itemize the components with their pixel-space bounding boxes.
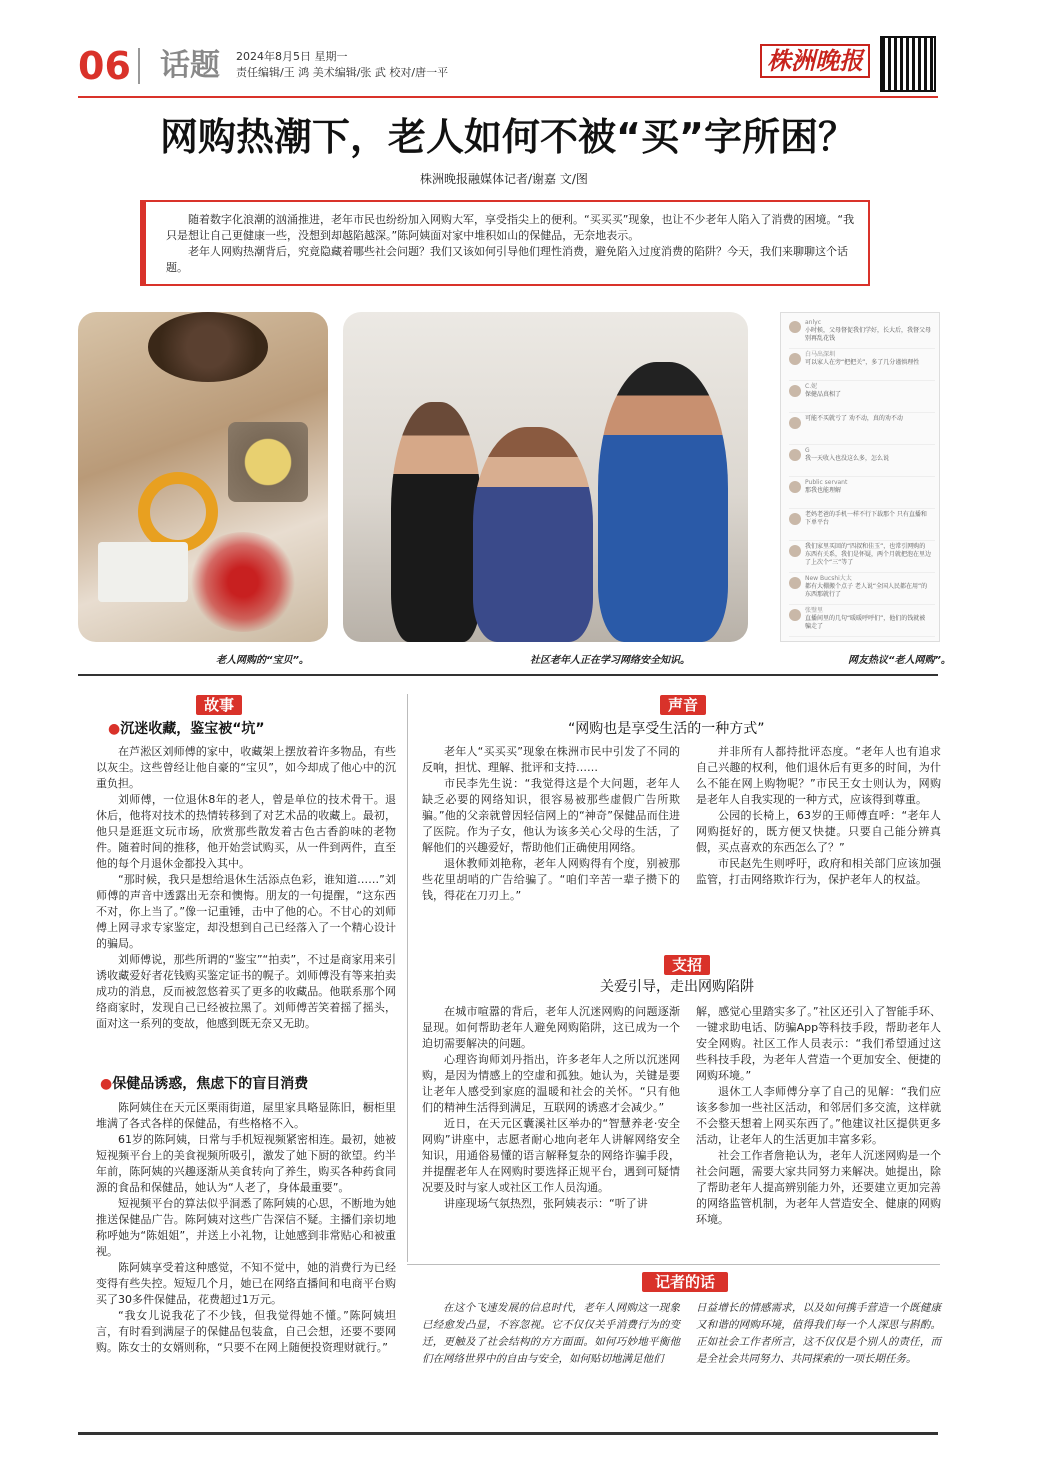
comment-body: 我们家里买回的“四叔和佳玉”，也常引网购的东西有关系，我们是怀疑，两个月就把泡在里边了上次个“三”等了 — [805, 543, 932, 566]
paragraph: 退休教师刘艳称，老年人网购得有个度，别被那些花里胡哨的广告给骗了。“咱们辛苦一辈子攒下的钱，得花在刀刃上。” — [422, 857, 680, 902]
reporter-col-1: 在这个飞速发展的信息时代，老年人网购这一现象已经愈发凸显，不容忽视。它不仅仅关乎消费行为的变迁，更触及了社会结构的方方面面。如何巧妙地平衡他们在网络世界中的自由与安全，如何贴切地满足他们 — [422, 1302, 680, 1365]
paragraph: 刘师傅，一位退休8年的老人，曾是单位的技术骨干。退休后，他将对技术的热情转移到了对艺术品的收藏上。最初，他只是逛逛文玩市场，欣赏那些散发着古色古香韵味的老物件。随着时间的推移，他开始尝试购买，从一件到两件，直至他的每个月退休金都投入其中。 — [96, 793, 396, 870]
avatar — [789, 545, 801, 557]
avatar — [789, 417, 801, 429]
page-number: 06 — [78, 44, 131, 88]
qr-code-icon — [880, 36, 936, 92]
paragraph: 刘师傅说，那些所谓的“鉴宝”“拍卖”，不过是商家用来引诱收藏爱好者花钱购买鉴定证书的幌子。刘师傅没有等来拍卖成功的消息，反而被忽悠着买了更多的收藏品。他联系那个网络商家时，发现自己已经被拉黑了。刘师傅苦笑着摇了摇头，面对这一系列的变故，他感到既无奈又无助。 — [96, 953, 396, 1030]
reporter-col-2: 日益增长的情感需求，以及如何携手营造一个既健康又和谐的网购环境，值得我们每一个人深思与斟酌。正如社会工作者所言，这不仅仅是个别人的责任，而是全社会共同努力、共同探索的一项长期任务。 — [696, 1302, 941, 1365]
intro-text — [166, 212, 856, 276]
comment-body: 小时候，父母督促我们学好，长大后，我督父母别再乱花钱 — [805, 327, 932, 342]
comment-body: 保健品真相了 — [805, 391, 842, 398]
story-subhead-2: ●保健品诱惑，焦虑下的盲目消费 — [100, 1076, 309, 1092]
comment-body: 都有大棚搬个点子 老人说“全国人民都在用”的东西那就行了 — [805, 583, 928, 598]
paragraph: 近日，在天元区囊溪社区举办的“智慧养老·安全网购”讲座中，志愿者耐心地向老年人讲解网络安全知识，用通俗易懂的语言解释复杂的网络诈骗手段，并提醒老年人在网购时要选择正规平台，遇到可疑情况要及时与家人或社区工作人员沟通。 — [422, 1117, 680, 1194]
paragraph: 公园的长椅上，63岁的王师傅直呼：“老年人网购挺好的，既方便又快捷。只要自己能分辨真假，买点喜欢的东西怎么了？” — [696, 809, 941, 854]
comment-user: New Bucshi大太 — [805, 575, 852, 582]
paragraph: 社会工作者詹艳认为，老年人沉迷网购是一个社会问题，需要大家共同努力来解决。她提出，除了帮助老年人提高辨别能力外，还要建立更加完善的网络监管机制，为老年人营造安全、健康的网购环境。 — [696, 1149, 941, 1226]
paragraph: “我女儿说我花了不少钱，但我觉得她不懂。”陈阿姨坦言，有时看到满屋子的保健品包装盒，自己会想，还要不要网购。陈女士的女婿则称，“只要不在网上随便投资理财就行。” — [96, 1309, 396, 1354]
paragraph: 61岁的陈阿姨，日常与手机短视频紧密相连。最初，她被短视频平台上的美食视频所吸引，激发了她下厨的欲望。约半年前，陈阿姨的兴趣逐渐从美食转向了养生，购买各种药食同源的食品和保健品，她认为“人老了，身体最重要”。 — [96, 1133, 396, 1194]
comment-user: Public servant — [805, 479, 848, 486]
comment-screenshot — [780, 312, 940, 642]
header-rule — [78, 96, 938, 98]
avatar — [789, 609, 801, 621]
section-title: 话题 — [160, 48, 220, 83]
avatar — [789, 449, 801, 461]
paragraph: 老年人“买买买”现象在株洲市民中引发了不同的反响，担忧、理解、批评和支持…… — [422, 745, 680, 774]
paragraph: 解，感觉心里踏实多了。”社区还引入了智能手环、一键求助电话、防骗App等科技手段，帮助老年人安全网购。社区工作人员表示：“我们希望通过这些科技手段，为老年人营造一个更加安全、便捷的网购环境。” — [696, 1005, 941, 1082]
comment-item — [789, 383, 935, 413]
avatar — [789, 577, 801, 589]
comment-user: G — [805, 447, 810, 454]
paragraph: 并非所有人都持批评态度。“老年人也有追求自己兴趣的权利，他们退休后有更多的时间，为什么不能在网上购物呢？”市民王女士则认为，网购是老年人自我实现的一种方式，应该得到尊重。 — [696, 745, 941, 806]
voice-subhead: “网购也是享受生活的一种方式” — [568, 721, 765, 737]
tips-col-1 — [422, 1004, 680, 1212]
comment-text — [805, 543, 931, 567]
comment-text — [805, 383, 931, 399]
comment-item — [789, 447, 935, 477]
comment-item — [789, 319, 935, 349]
avatar — [789, 385, 801, 397]
avatar — [789, 321, 801, 333]
story-label: 故事 — [196, 695, 242, 715]
paragraph: 退休工人李师傅分享了自己的见解：“我们应该多参加一些社区活动，和邻居们多交流，这样就不会整天想着上网买东西了。”他建议社区提供更多活动，让老年人的生活更加丰富多彩。 — [696, 1085, 941, 1146]
intro-paragraph: 随着数字化浪潮的汹涌推进，老年市民也纷纷加入网购大军，享受指尖上的便利。“买买买”现象，也让不少老年人陷入了消费的困境。“我只是想让自己更健康一些，没想到却越陷越深。”陈阿姨面对家中堆积如山的保健品，无奈地表示。 — [166, 213, 855, 242]
caption-photo2: 社区老年人正在学习网络安全知识。 — [530, 655, 690, 666]
footer-rule — [78, 1432, 938, 1435]
paragraph: 陈阿姨享受着这种感觉，不知不觉中，她的消费行为已经变得有些失控。短短几个月，她已在网络直播间和电商平台购买了30多件保健品，花费超过1万元。 — [96, 1261, 396, 1306]
comment-text — [805, 575, 931, 599]
comment-user: anlyc — [805, 319, 821, 326]
comment-user: 白马出深圳 — [805, 351, 836, 358]
comment-item — [789, 415, 935, 445]
newspaper-logo: 株洲晚报 — [760, 44, 870, 78]
paragraph: 心理咨询师刘丹指出，许多老年人之所以沉迷网购，是因为情感上的空虚和孤独。她认为，关键是要让老年人感受到家庭的温暖和社会的关怀。“只有他们的精神生活得到满足，互联网的诱惑才会减少。” — [422, 1053, 680, 1114]
headline: 网购热潮下，老人如何不被“买”字所困？ — [160, 115, 856, 159]
reporter-label: 记者的话 — [642, 1272, 728, 1292]
comment-body: 可以家人在旁“把把关”，多了几分谨慎理性 — [805, 359, 920, 366]
story-subhead-1: ●沉迷收藏，鉴宝被“坑” — [108, 721, 265, 737]
voice-col-1 — [422, 744, 680, 904]
avatar — [789, 353, 801, 365]
header-divider — [138, 48, 140, 84]
photo-collectibles — [78, 312, 328, 642]
comment-text — [805, 447, 931, 463]
photo-divider — [78, 674, 938, 676]
avatar — [789, 513, 801, 525]
paragraph: 市民李先生说：“我觉得这是个大问题，老年人缺乏必要的网络知识，很容易被那些虚假广告所欺骗。”他的父亲就曾因轻信网上的“神奇”保健品而住进了医院。作为子女，他认为该多关心父母的生活，了解他们的兴趣爱好，帮助他们正确使用网络。 — [422, 777, 680, 854]
paragraph: 在城市喧嚣的背后，老年人沉迷网购的问题逐渐显现。如何帮助老年人避免网购陷阱，这已成为一个迫切需要解决的问题。 — [422, 1005, 680, 1050]
comment-body: 那我也能理解 — [805, 487, 842, 494]
comment-item — [789, 607, 935, 637]
story-body-2 — [96, 1100, 396, 1356]
paragraph: “那时候，我只是想给退休生活添点色彩，谁知道……”刘师傅的声音中透露出无奈和懊悔。朋友的一句提醒，“这东西不对，你上当了。”像一记重锤，击中了他的心。不甘心的刘师傅上网寻求专家鉴定，却没想到自己已经落入了一个精心设计的骗局。 — [96, 873, 396, 950]
intro-paragraph: 老年人网购热潮背后，究竟隐藏着哪些社会问题？我们又该如何引导他们理性消费，避免陷入过度消费的陷阱？今天，我们来聊聊这个话题。 — [166, 245, 848, 274]
comment-text — [805, 319, 931, 343]
tips-label: 支招 — [664, 955, 710, 975]
voice-label: 声音 — [660, 695, 706, 715]
column-rule — [407, 694, 408, 1262]
comment-item — [789, 511, 935, 541]
paragraph: 短视频平台的算法似乎洞悉了陈阿姨的心思，不断地为她推送保健品广告。陈阿姨对这些广告深信不疑。主播们亲切地称呼她为“陈姐姐”，并送上小礼物，让她感到非常贴心和被重视。 — [96, 1197, 396, 1258]
comment-user: C.妮 — [805, 383, 818, 390]
subhead-text: 保健品诱惑，焦虑下的盲目消费 — [112, 1076, 309, 1092]
photo-seniors-learning — [343, 312, 748, 642]
comment-body: 老妈老爸的手机一样不行下载那个 只有直播和下单平台 — [805, 511, 927, 526]
paragraph: 在芦淞区刘师傅的家中，收藏架上摆放着许多物品，有些以灰尘。这些曾经让他自豪的“宝贝”，如今却成了他心中的沉重负担。 — [96, 745, 396, 790]
voice-col-2 — [696, 744, 941, 888]
comment-text — [805, 511, 931, 527]
byline: 株洲晚报融媒体记者/谢嘉 文/图 — [420, 172, 588, 186]
comment-user: 张璧里 — [805, 607, 824, 614]
editors-line: 责任编辑/王 鸿 美术编辑/张 武 校对/唐一平 — [236, 66, 449, 79]
tips-col-2 — [696, 1004, 941, 1228]
avatar — [789, 481, 801, 493]
comment-item — [789, 543, 935, 573]
comment-body: 可能不买就亏了 劝不动，真的劝不动 — [805, 415, 903, 422]
comment-text — [805, 607, 931, 631]
comment-body: 直播间里的几句“暖暖呼呼们”，他们的钱就被骗走了 — [805, 615, 926, 630]
caption-photo3: 网友热议“老人网购”。 — [848, 655, 951, 666]
caption-photo1: 老人网购的“宝贝”。 — [216, 655, 309, 666]
comment-item — [789, 575, 935, 605]
comment-item — [789, 479, 935, 509]
comment-text — [805, 479, 931, 495]
tips-subhead: 关爱引导，走出网购陷阱 — [600, 979, 754, 995]
paragraph: 市民赵先生则呼吁，政府和相关部门应该加强监管，打击网络欺诈行为，保护老年人的权益。 — [696, 857, 941, 886]
reporter-rule — [407, 1264, 940, 1265]
paragraph: 陈阿姨住在天元区栗雨街道，屋里家具略显陈旧，橱柜里堆满了各式各样的保健品，有些格格不入。 — [96, 1101, 396, 1130]
paragraph: 讲座现场气氛热烈，张阿姨表示：“听了讲 — [444, 1197, 648, 1210]
comment-item — [789, 351, 935, 381]
intro-box — [140, 200, 870, 286]
story-body-1 — [96, 744, 396, 1032]
comment-text — [805, 415, 931, 423]
subhead-text: 沉迷收藏，鉴宝被“坑” — [120, 721, 265, 737]
comment-text — [805, 351, 931, 367]
date-line: 2024年8月5日 星期一 — [236, 50, 348, 63]
comment-body: 我一天收入也没这么多，怎么说 — [805, 455, 890, 462]
